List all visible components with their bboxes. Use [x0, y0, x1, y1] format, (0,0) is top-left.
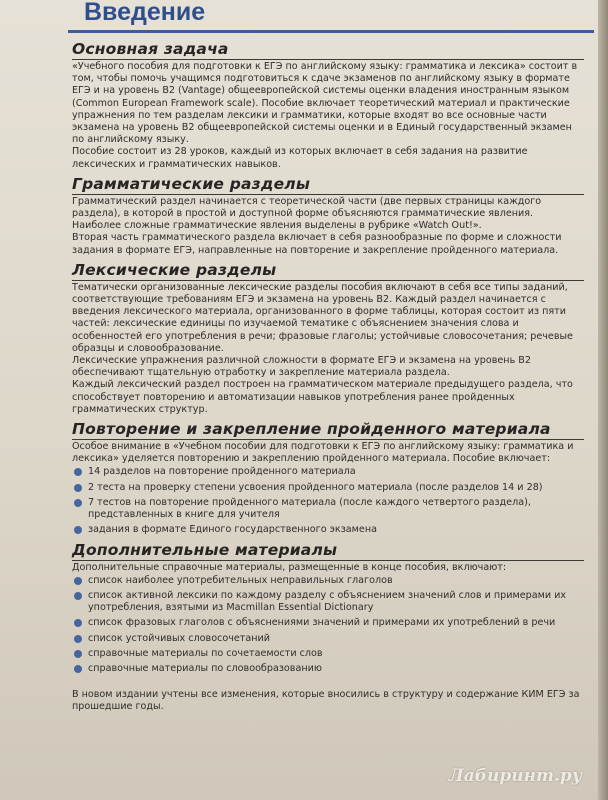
extra-list [72, 575, 584, 675]
list-item [72, 633, 584, 645]
bullet-icon [74, 484, 82, 492]
bullet-icon [74, 592, 82, 600]
title-bar [68, 0, 594, 33]
paragraph: Лексические упражнения различной сложности в формате ЕГЭ и экзамена на уровень B2 обеспечивают тщательную отработку и закрепление материала раздела. [72, 355, 531, 379]
paragraph: Грамматический раздел начинается с теоретической части (две первых страницы каждого раздела), в которой в простой и доступной форме объясняются грамматические явления. Наиболее сложные грамматические явления выделены в рубрике «Watch Out!». [72, 195, 542, 232]
bullet-icon [74, 650, 82, 658]
bullet-icon [74, 526, 82, 534]
list-item-text: задания в формате Единого государственного экзамена [88, 524, 377, 536]
section-grammar [72, 175, 584, 257]
paragraph: Каждый лексический раздел построен на грамматическом материале предыдущего раздела, что способствует повторению и автоматизации навыков употребления ранее пройденных грамматических структур. [72, 379, 573, 415]
list-item [72, 575, 584, 587]
bullet-icon [74, 619, 82, 627]
list-item [72, 617, 584, 629]
paragraph: Дополнительные справочные материалы, размещенные в конце пособия, включают: [72, 561, 507, 573]
list-item [72, 497, 584, 521]
section-revision [72, 420, 584, 536]
list-item-text: список наиболее употребительных неправильных глаголов [88, 574, 393, 586]
section-lexis [72, 261, 584, 416]
list-item-text: список фразовых глаголов с объяснениями значений и примерами их употреблений в речи [88, 617, 556, 629]
revision-list [72, 466, 584, 536]
page-edge [598, 0, 608, 800]
list-item [72, 482, 584, 494]
paragraph: «Учебного пособия для подготовки к ЕГЭ по английскому языку: грамматика и лексика» состоит в том, чтобы помочь учащимся подготовиться к сдаче экзаменов по английскому языку в формате ЕГЭ и на уровень B2 (Vantage) общеевропейской системы оценки владения иностранным языком (Common European Framework scale). Пособие включает теоретический материал и практические упражнения по тем разделам лексики и грамматики, которые входят во все основные части экзамена на уровень B2 общеевропейской системы оценки и в Единый государственный экзамен по английскому языку. [72, 61, 578, 146]
list-item-text: список устойчивых словосочетаний [88, 632, 271, 644]
list-item-text: список активной лексики по каждому разделу с объяснением значений слов и примерами их употребления, взятыми из Macmillan Essential Dictionary [88, 589, 567, 614]
footer-note: В новом издании учтены все изменения, которые вносились в структуру и содержание КИМ ЕГЭ за прошедшие годы. [72, 689, 580, 713]
bullet-icon [74, 577, 82, 585]
bullet-icon [74, 635, 82, 643]
bullet-icon [74, 665, 82, 673]
bullet-icon [74, 468, 82, 476]
watermark-logo: Лабиринт.ру [448, 766, 582, 786]
list-item-text: справочные материалы по словообразованию [88, 662, 322, 674]
section-extra [72, 541, 584, 676]
list-item [72, 663, 584, 675]
list-item-text: 14 разделов на повторение пройденного материала [88, 466, 356, 478]
list-item [72, 648, 584, 660]
paragraph: Особое внимание в «Учебном пособии для подготовки к ЕГЭ по английскому языку: грамматика и лексика» уделяется повторению и закреплению пройденного материала. Пособие включает: [72, 441, 574, 465]
paragraph: Пособие состоит из 28 уроков, каждый из которых включает в себя задания на развитие лексических и грамматических навыков. [72, 146, 528, 170]
paragraph: Тематически организованные лексические разделы пособия включают в себя все типы заданий, соответствующие требованиям ЕГЭ и экзамена на уровень B2. Каждый раздел начинается с введения лексического материала, организованного в форме таблицы, которая состоит из пяти частей: лексические единицы по изучаемой тематике с объяснением значения слова и особенностей его употребления в речи; фразовые глаголы; устойчивые словосочетания; речевые образцы и словообразование. [72, 281, 573, 354]
section-heading: Дополнительные материалы [72, 541, 584, 561]
list-item [72, 466, 584, 478]
list-item [72, 524, 584, 536]
list-item-text: справочные материалы по сочетаемости слов [88, 647, 323, 659]
page-content [72, 38, 584, 714]
section-main-task [72, 40, 584, 171]
paragraph: Вторая часть грамматического раздела включает в себя разнообразные по форме и сложности задания в формате ЕГЭ, направленные на повторение и закрепление пройденного материала. [72, 232, 562, 256]
section-heading: Повторение и закрепление пройденного материала [72, 420, 584, 440]
list-item-text: 7 тестов на повторение пройденного материала (после каждого четвертого раздела), представленных в книге для учителя [88, 496, 531, 521]
section-heading: Лексические разделы [72, 261, 584, 281]
page-title: Введение [84, 0, 206, 26]
section-heading: Основная задача [72, 40, 584, 60]
list-item [72, 590, 584, 614]
section-heading: Грамматические разделы [72, 175, 584, 195]
bullet-icon [74, 499, 82, 507]
list-item-text: 2 теста на проверку степени усвоения пройденного материала (после разделов 14 и 28) [88, 481, 543, 493]
